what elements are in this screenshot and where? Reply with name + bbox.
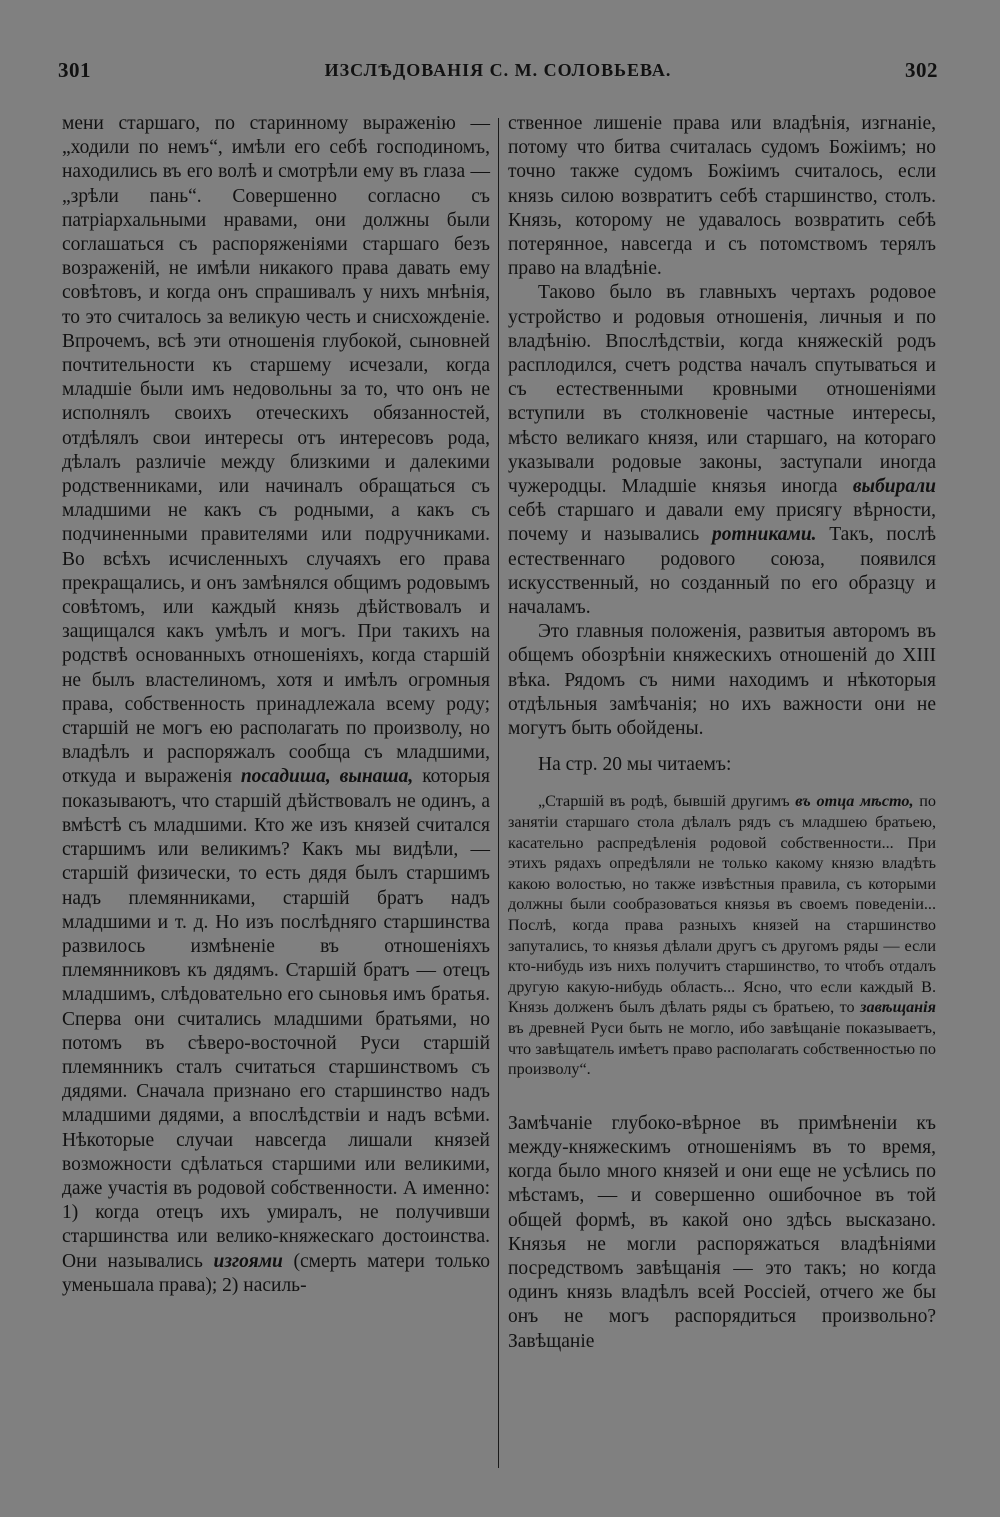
right-paragraph-3: Это главныя положенія, развитыя авторомъ въ общемъ обозрѣніи княжескихъ отношеній до XIII вѣка. Рядомъ съ ними находимъ и нѣкоторыя отдѣльныя замѣчанія; но ихъ важности они не могутъ быть обойдены.	[508, 621, 936, 740]
page-number-left: 301	[58, 58, 91, 82]
running-title: ИЗСЛѢДОВАНІЯ С. М. СОЛОВЬЕВА.	[324, 60, 672, 80]
emphasis-text: изгоями	[213, 1250, 283, 1272]
right-paragraph-2	[508, 281, 936, 620]
right-column	[508, 112, 936, 1354]
text-run: Таково было въ главныхъ чертахъ родовое устройство и родовыя отношенія, личныя и по владѣнію. Впослѣдствіи, когда княжескій родъ расплодился, счетъ родства началъ спутываться и съ естественными кровными отношеніями вступили въ столкновеніе частные интересы, мѣсто великаго князя, или старшаго, на котораго указывали родовые законы, заступали иногда чужеродцы. Младшіе князья иногда	[508, 282, 936, 498]
text-run: по занятіи старшаго стола дѣлалъ рядъ съ младшею братьею, касательно распредѣленія родовой собственности... При этихъ рядахъ опредѣляли не только какому князю владѣть какою волостью, но также извѣстныя правила, съ которыми должны были сообразоваться князья въ своемъ поведеніи... Послѣ, когда права разныхъ князей на старшинство запутались, то князья дѣлали другъ съ другомъ ряды — если кто-нибудь изъ нихъ получитъ старшинство, то чтобъ отдалъ другую какую-нибудь область... Ясно, что если каждый В. Князь долженъ былъ дѣлать ряды съ братьею, то	[508, 792, 937, 1017]
right-paragraph-5: Замѣчаніе глубоко-вѣрное въ примѣненіи къ между-княжескимъ отношеніямъ въ то время, когда было много князей и они еще не усѣлись по мѣстамъ, — и совершенно ошибочное въ той общей формѣ, въ какой оно здѣсь высказано. Князья не могли распоряжаться владѣніями посредствомъ завѣщанія — это такъ; но когда одинъ князь владѣлъ всей Россіей, отчего же бы онъ не могъ распорядиться произвольно? Завѣщаніе	[508, 1112, 936, 1352]
right-paragraph-1: ственное лишеніе права или владѣнія, изгнаніе, потому что битва считалась судомъ Божіимъ; но точно также судомъ Божіимъ считалось, если князь силою возвратитъ себѣ старшинство, столъ. Князь, которому не удавалось возвратить себѣ потерянное, навсегда и съ потомствомъ терялъ право на владѣніе.	[508, 113, 936, 280]
text-run: „Старшій въ родѣ, бывшій другимъ	[538, 792, 790, 811]
emphasis-text: посадиша, вынаша,	[240, 766, 414, 788]
emphasis-text: завѣщанія	[860, 998, 936, 1017]
text-run: себѣ старшаго и давали ему присягу вѣрности, почему и назывались	[508, 500, 936, 546]
emphasis-text: ротниками.	[711, 524, 817, 546]
text-run: въ древней Руси быть не могло, ибо завѣщаніе показываетъ, что завѣщатель имѣетъ право располагать собственностью по произволу“.	[508, 1019, 936, 1079]
left-paragraph	[62, 112, 490, 1298]
block-quote	[508, 791, 936, 1079]
emphasis-text: выбирали	[852, 476, 936, 498]
emphasis-text: въ отца мѣсто,	[795, 792, 914, 811]
text-run: которыя показываютъ, что старшій дѣйствовалъ не одинъ, а вмѣстѣ съ младшими. Кто же изъ князей считался старшимъ или великимъ? Какъ мы видѣли, — старшій физически, то есть дядя былъ старшимъ надъ племянниками, старшій братъ надъ младшими и т. д. Но изъ послѣдняго старшинства развилось измѣненіе въ отношеніяхъ племянниковъ къ дядямъ. Старшій братъ — отецъ младшимъ, слѣдовательно его сыновья имъ братья. Сперва они считались младшими братьями, но потомъ въ сѣверо-восточной Руси старшій племянникъ сталъ считаться старшинствомъ съ дядями. Сначала признано его старшинство надъ младшими дядями, а впослѣдствіи и надъ всѣми. Нѣкоторые случаи навсегда лишали князей возможности сдѣлаться старшими или великими, даже участія въ родовой собственности. А именно: 1) когда отецъ ихъ умиралъ, не получивши старшинства или велико-княжескаго достоинства. Они назывались	[62, 766, 490, 1272]
text-run: Такъ, послѣ естественнаго родового союза, появился искусственный, но созданный по его образцу и началамъ.	[508, 524, 936, 619]
text-run: мени старшаго, по старинному выраженію — „ходили по немъ“, имѣли его себѣ господиномъ, находились въ его волѣ и смотрѣли ему въ глаза — „зрѣли пань“. Совершенно согласно съ патріархальными нравами, они должны были соглашаться съ распоряженіями старшаго безъ возраженій, не имѣли никакого права давать ему совѣтовъ, и когда онъ спрашивалъ у нихъ мнѣнія, то это считалось за великую честь и снисхожденіе. Впрочемъ, всѣ эти отношенія глубокой, сыновней почтительности къ старшему исчезали, когда младшіе были имъ недовольны за то, что онъ не исполнялъ своихъ отеческихъ обязанностей, отдѣлялъ свои интересы отъ интересовъ рода, дѣлалъ различіе между близкими и далекими родственниками, или начиналъ обращаться съ младшими не какъ съ родными, а какъ съ подчиненными правителями или подручниками. Во всѣхъ исчисленныхъ случаяхъ его права прекращались, и онъ замѣнялся общимъ родовымъ совѣтомъ, или каждый князь дѣйствовалъ и защищался какъ умѣлъ и могъ. При такихъ на родствѣ основанныхъ отношеніяхъ, когда старшій не былъ властелиномъ, хотя и имѣлъ огромныя права, собственность принадлежала всему роду; старшій не могъ ею располагать по произволу, но владѣлъ и распоряжалъ сообща съ младшими, откуда и выраженія	[62, 113, 490, 788]
running-head	[58, 58, 938, 88]
page-number-right: 302	[905, 58, 938, 82]
right-paragraph-4: На стр. 20 мы читаемъ:	[538, 754, 732, 776]
column-divider	[498, 118, 499, 1468]
left-column	[62, 112, 490, 1298]
text-run: (смерть матери только уменьшала права); 2) насиль-	[62, 1250, 491, 1296]
